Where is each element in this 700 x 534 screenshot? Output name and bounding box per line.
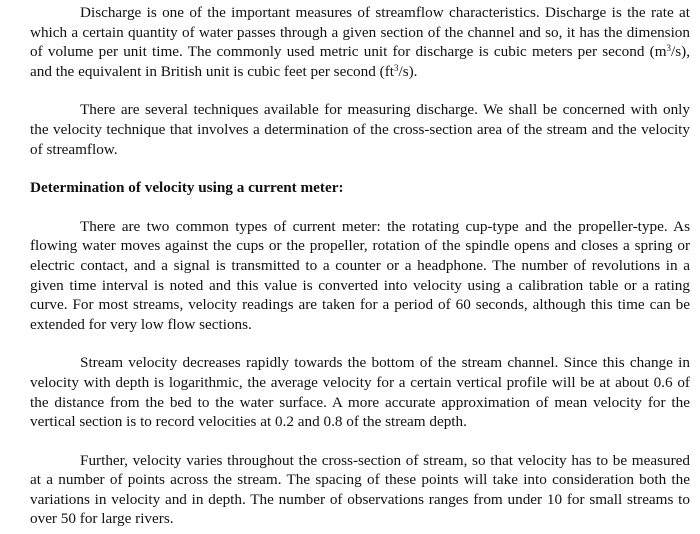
superscript-cubic-1: 3 [666, 43, 672, 54]
superscript-cubic-2: 3 [393, 62, 399, 73]
paragraph-velocity-depth: Stream velocity decreases rapidly towards the bottom of the stream channel. Since this change in velocity with depth is logarithmic, the average velocity for a certain vertical profile will be at about 0.6 of the distance from the bed to the water surface. A more accurate approximation of mean velocity for the vertical section is to record velocities at 0.2 and 0.8 of the stream depth. [30, 354, 690, 431]
section-heading: Determination of velocity using a current meter: [30, 179, 344, 197]
discharge-text-part1: Discharge is one of the important measures of streamflow characteristics. Discharge is the rate at which a certain quantity of water passes through a given section of the channel and so, it has the dimension of volume per unit time. The commonly used metric unit for discharge is cubic meters per second (m [30, 4, 690, 61]
discharge-text-part3: /s). [398, 62, 418, 80]
paragraph-cross-section-velocity: Further, velocity varies throughout the cross-section of stream, so that velocity has to be measured at a number of points across the stream. The spacing of these points will take into consideration both the variations in velocity and in depth. The number of observations ranges from under 10 for small streams to over 50 for large rivers. [30, 451, 690, 528]
document-page [30, 0, 690, 529]
paragraph-current-meter-types: There are two common types of current meter: the rotating cup-type and the propeller-type. As flowing water moves against the cups or the propeller, rotation of the spindle opens and closes a spring or electric contact, and a signal is transmitted to a counter or a headphone. The number of revolutions in a given time interval is noted and this value is converted into velocity using a calibration table or a rating curve. For most streams, velocity readings are taken for a period of 60 seconds, although this time can be extended for very low flow sections. [30, 217, 690, 333]
discharge-text-part2: /s), and the equivalent in British unit is cubic feet per second (ft [30, 43, 690, 80]
paragraph-discharge-definition [30, 3, 690, 81]
paragraph-measurement-techniques: There are several techniques available for measuring discharge. We shall be concerned with only the velocity technique that involves a determination of the cross-section area of the stream and the velocity of streamflow. [30, 101, 690, 158]
